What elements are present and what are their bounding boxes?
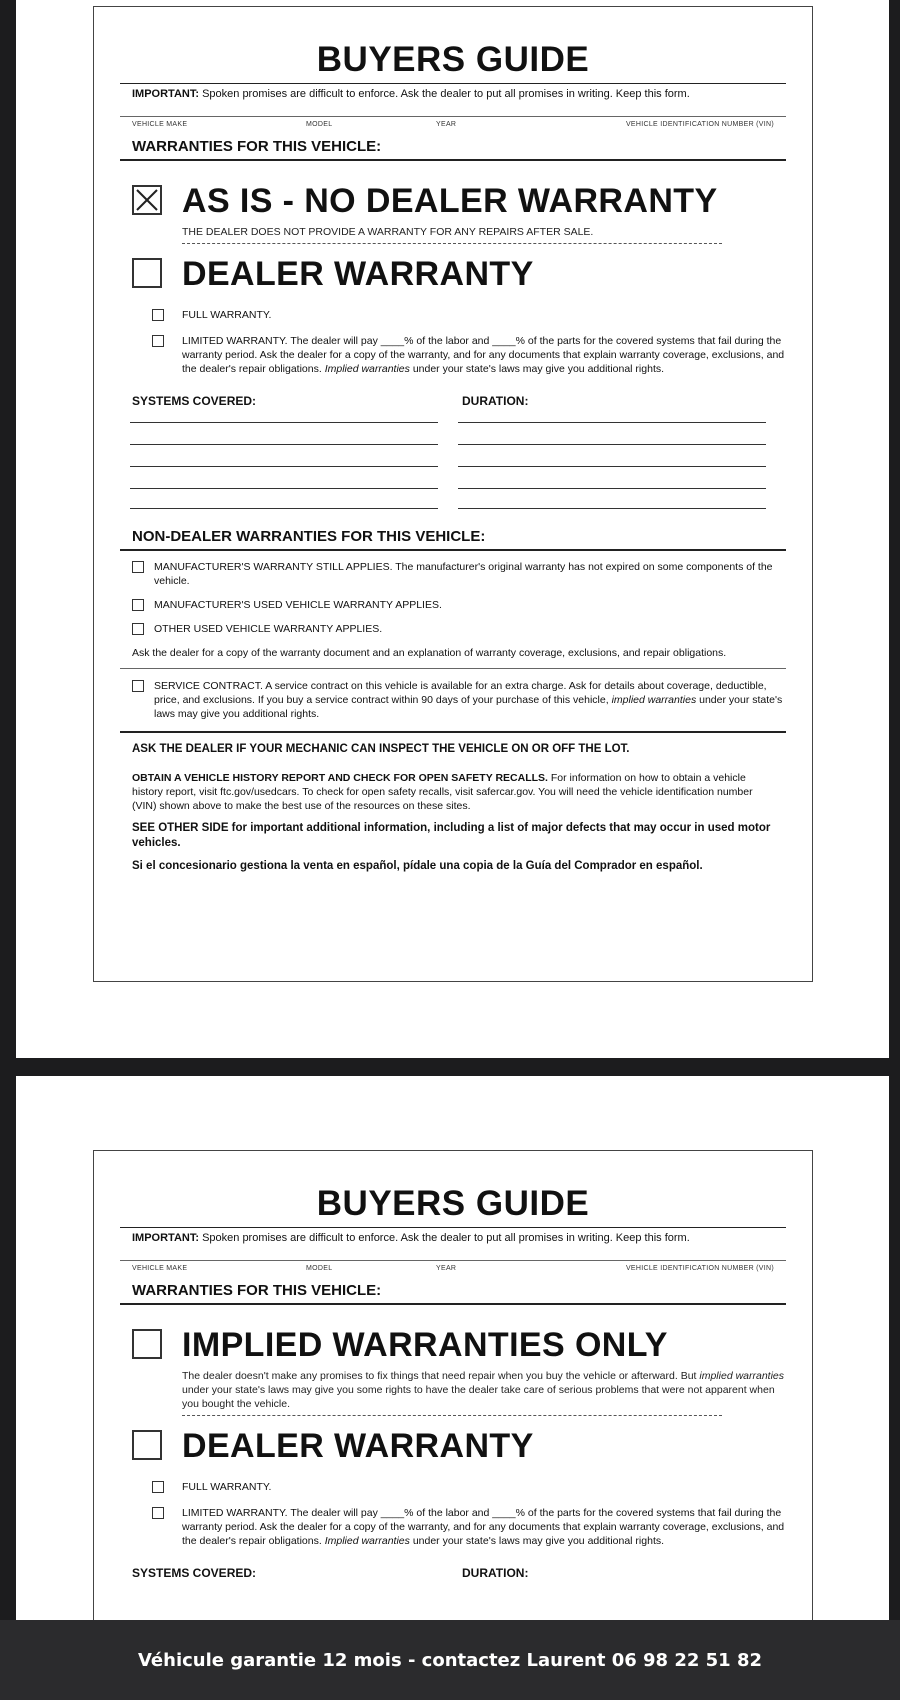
- caption-bar: [0, 1620, 900, 1700]
- spanish-notice: Si el concesionario gestiona la venta en español, pídale una copia de la Guía del Comprador en español.: [132, 860, 703, 872]
- service-contract-text: SERVICE CONTRACT. A service contract on this vehicle is available for an extra charge. Ask for details about coverage, deductible, price, and exclusions. If you buy a service contract within 90 days of your purchase of this vehicle,: [154, 680, 767, 706]
- limited-warranty-text-end: under your state's laws may give you additional rights.: [412, 1535, 665, 1547]
- vehicle-info-row: [120, 1261, 786, 1278]
- mfr-still-text: MANUFACTURER'S WARRANTY STILL APPLIES. The manufacturer's original warranty has not expired on some components of the vehicle.: [154, 561, 773, 587]
- service-contract-checkbox[interactable]: [132, 680, 144, 692]
- implied-warranties-option: [120, 1323, 786, 1369]
- duration-line[interactable]: [458, 488, 766, 489]
- important-text: Spoken promises are difficult to enforce. Ask the dealer to put all promises in writing. Keep this form.: [202, 88, 690, 100]
- implied-text-start: The dealer doesn't make any promises to fix things that need repair when you buy the vehicle or afterward. But: [182, 1370, 697, 1382]
- divider: [120, 549, 786, 551]
- systems-line[interactable]: [130, 422, 438, 423]
- divider: [120, 159, 786, 161]
- dealer-warranty-title: DEALER WARRANTY: [182, 255, 534, 293]
- full-warranty-checkbox[interactable]: [152, 1481, 164, 1493]
- limited-warranty-italic: Implied warranties: [324, 1535, 410, 1547]
- full-warranty-option: [120, 1480, 786, 1494]
- implied-warranties-checkbox[interactable]: [132, 1329, 162, 1359]
- mfr-used-text: MANUFACTURER'S USED VEHICLE WARRANTY APPLIES.: [154, 599, 442, 611]
- mfr-still-option: [120, 560, 786, 588]
- model-label: MODEL: [306, 1265, 333, 1272]
- important-label: IMPORTANT:: [132, 1232, 200, 1244]
- limited-warranty-text: LIMITED WARRANTY. The dealer will pay ____% of the labor and ____% of the parts for the covered systems that fail during the warranty period. Ask the dealer for a copy of the warranty, and for any documents that explain warranty coverage, exclusions, and the dealer's repair obligations.: [182, 335, 785, 375]
- other-used-option: [120, 622, 786, 636]
- divider: [120, 1303, 786, 1305]
- important-notice: [120, 84, 786, 116]
- limited-warranty-text-end: under your state's laws may give you additional rights.: [412, 363, 665, 375]
- systems-duration-labels: [120, 390, 786, 418]
- page-front: [16, 0, 889, 1058]
- important-text: Spoken promises are difficult to enforce. Ask the dealer to put all promises in writing. Keep this form.: [202, 1232, 690, 1244]
- implied-warranties-text: [120, 1369, 786, 1411]
- as-is-title: AS IS - NO DEALER WARRANTY: [182, 182, 718, 220]
- systems-line[interactable]: [130, 466, 438, 467]
- other-used-text: OTHER USED VEHICLE WARRANTY APPLIES.: [154, 623, 383, 635]
- service-contract-option: [120, 679, 786, 721]
- limited-warranty-italic: Implied warranties: [324, 363, 410, 375]
- vehicle-make-label: VEHICLE MAKE: [132, 1265, 188, 1272]
- vin-label: VEHICLE IDENTIFICATION NUMBER (VIN): [625, 1265, 774, 1272]
- warranties-heading: WARRANTIES FOR THIS VEHICLE:: [132, 1282, 382, 1299]
- implied-text-italic: implied warranties: [699, 1370, 785, 1382]
- systems-duration-labels: [120, 1562, 786, 1590]
- implied-text-end: under your state's laws may give you some rights to have the dealer take care of serious problems that were not apparent when you bought the vehicle.: [182, 1384, 775, 1410]
- dealer-warranty-option: [120, 1424, 786, 1470]
- as-is-option: [120, 179, 786, 225]
- history-report-body: For information on how to obtain a vehicle history report, visit ftc.gov/usedcars. To check for open safety recalls, visit safercar.gov. You will need the vehicle identification number (VIN) shown above to make the best use of the resources on these sites.: [132, 772, 753, 812]
- dealer-warranty-option: [120, 252, 786, 298]
- service-contract-text-end: under your state's laws may give you additional rights.: [154, 694, 783, 720]
- dashed-divider: [182, 1415, 722, 1416]
- ask-copy-text: Ask the dealer for a copy of the warranty document and an explanation of warranty coverage, exclusions, and repair obligations.: [132, 647, 727, 659]
- duration-label: DURATION:: [462, 394, 529, 408]
- dashed-divider: [182, 243, 722, 244]
- non-dealer-heading: NON-DEALER WARRANTIES FOR THIS VEHICLE:: [132, 528, 486, 545]
- as-is-checkbox[interactable]: [132, 185, 162, 215]
- divider: [120, 668, 786, 669]
- systems-line[interactable]: [130, 444, 438, 445]
- vin-label: VEHICLE IDENTIFICATION NUMBER (VIN): [625, 121, 774, 128]
- full-warranty-option: [120, 308, 786, 322]
- mfr-used-checkbox[interactable]: [132, 599, 144, 611]
- divider: [120, 731, 786, 733]
- year-label: YEAR: [436, 121, 457, 128]
- dealer-warranty-checkbox[interactable]: [132, 1430, 162, 1460]
- implied-warranties-title: IMPLIED WARRANTIES ONLY: [182, 1326, 668, 1364]
- as-is-text: THE DEALER DOES NOT PROVIDE A WARRANTY FOR ANY REPAIRS AFTER SALE.: [182, 226, 594, 238]
- full-warranty-checkbox[interactable]: [152, 309, 164, 321]
- see-other-side-text: SEE OTHER SIDE for important additional information, including a list of major defects that may occur in used motor vehicles.: [132, 822, 771, 849]
- duration-line[interactable]: [458, 444, 766, 445]
- systems-covered-label: SYSTEMS COVERED:: [132, 1566, 257, 1580]
- history-report-text: [120, 771, 786, 813]
- important-notice: [120, 1228, 786, 1260]
- history-report-bold: OBTAIN A VEHICLE HISTORY REPORT AND CHECK FOR OPEN SAFETY RECALLS.: [132, 772, 548, 784]
- page-back: [16, 1076, 889, 1700]
- warranties-heading: WARRANTIES FOR THIS VEHICLE:: [132, 138, 382, 155]
- limited-warranty-option: [120, 1506, 786, 1548]
- service-contract-italic: implied warranties: [611, 694, 697, 706]
- limited-warranty-option: [120, 334, 786, 376]
- limited-warranty-text: LIMITED WARRANTY. The dealer will pay ____% of the labor and ____% of the parts for the covered systems that fail during the warranty period. Ask the dealer for a copy of the warranty, and for any documents that explain warranty coverage, exclusions, and the dealer's repair obligations.: [182, 1507, 785, 1547]
- full-warranty-label: FULL WARRANTY.: [182, 309, 272, 321]
- duration-line[interactable]: [458, 508, 766, 509]
- dealer-warranty-checkbox[interactable]: [132, 258, 162, 288]
- ask-mechanic-text: ASK THE DEALER IF YOUR MECHANIC CAN INSPECT THE VEHICLE ON OR OFF THE LOT.: [132, 743, 630, 755]
- buyers-guide-form-back: [93, 1150, 813, 1700]
- dealer-warranty-title: DEALER WARRANTY: [182, 1427, 534, 1465]
- checkmark-x-icon: [134, 187, 160, 213]
- caption-text: Véhicule garantie 12 mois - contactez Laurent 06 98 22 51 82: [137, 1649, 763, 1671]
- mfr-still-checkbox[interactable]: [132, 561, 144, 573]
- limited-warranty-checkbox[interactable]: [152, 335, 164, 347]
- systems-duration-lines: [120, 418, 786, 526]
- mfr-used-option: [120, 598, 786, 612]
- year-label: YEAR: [436, 1265, 457, 1272]
- important-label: IMPORTANT:: [132, 88, 200, 100]
- other-used-checkbox[interactable]: [132, 623, 144, 635]
- limited-warranty-checkbox[interactable]: [152, 1507, 164, 1519]
- form-title: BUYERS GUIDE: [316, 40, 590, 79]
- duration-label: DURATION:: [462, 1566, 529, 1580]
- duration-line[interactable]: [458, 422, 766, 423]
- systems-line[interactable]: [130, 488, 438, 489]
- vehicle-make-label: VEHICLE MAKE: [132, 121, 188, 128]
- systems-covered-label: SYSTEMS COVERED:: [132, 394, 257, 408]
- full-warranty-label: FULL WARRANTY.: [182, 1481, 272, 1493]
- duration-line[interactable]: [458, 466, 766, 467]
- form-title: BUYERS GUIDE: [316, 1184, 590, 1223]
- model-label: MODEL: [306, 121, 333, 128]
- systems-line[interactable]: [130, 508, 438, 509]
- vehicle-info-row: [120, 117, 786, 134]
- buyers-guide-form-front: [93, 6, 813, 982]
